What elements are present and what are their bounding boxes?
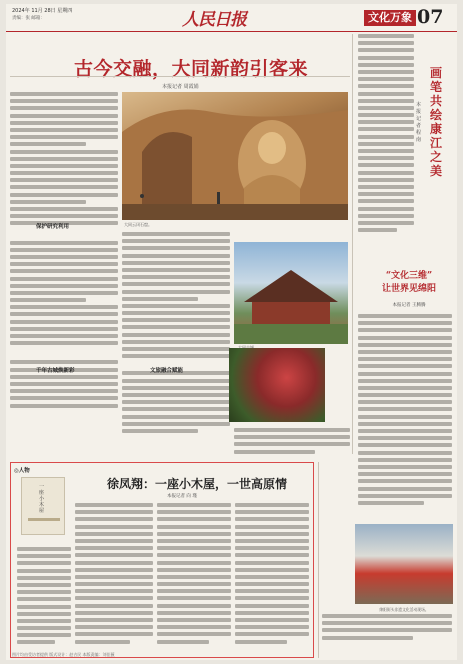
feature-text-col-4 [235, 503, 309, 653]
column-rule [318, 462, 319, 658]
column-author: 本报记者 程 南 [416, 102, 422, 143]
text-column-middle [122, 232, 230, 460]
yungang-grottoes-photo [122, 92, 348, 220]
feature-text-col-3 [157, 503, 231, 653]
main-headline: 古今交融，大同新韵引客来 [74, 58, 309, 80]
sidebar-title-line: “文化三维” [385, 271, 433, 281]
feature-byline: 本报记者 向 瑾 [167, 494, 197, 499]
subhead: 千年古城焕新彩 [36, 368, 75, 374]
issue-date: 2024年 11月 28日 星期四 [12, 8, 73, 14]
subhead: 文旅融合赋能 [150, 368, 184, 374]
page-footer: 图片均由受访者提供 版式设计：赵吉民 本版责编：刘佳薇 [12, 652, 115, 657]
text-column-left [10, 92, 118, 452]
sidebar-text-bottom [358, 314, 452, 520]
photo-caption: 大同云冈石窟。 [124, 222, 152, 227]
column-title: 画笔共绘康江之美 [430, 66, 443, 178]
main-byline: 本报记者 周霞娟 [162, 84, 199, 90]
masthead [6, 4, 457, 32]
subhead: 保护研究利用 [36, 224, 70, 230]
headline-rule [10, 76, 350, 77]
ancient-city-photo [234, 242, 348, 344]
plant-photo [229, 348, 325, 422]
sidebar-byline: 本报记者 王腾腾 [392, 303, 426, 308]
feature-title: 徐凤翔：一座小木屋，一世高原情 [107, 477, 288, 491]
newspaper-logo: 人民日报 [182, 10, 246, 30]
sidebar-text-top [358, 34, 414, 264]
editor-line: 责编：张 邮箱： [12, 16, 45, 21]
newspaper-page [6, 4, 457, 660]
sidebar-text-end [322, 614, 452, 648]
mianyang-street-photo [355, 524, 453, 604]
feature-text-col-2 [75, 503, 153, 653]
section-badge: 文化万象 [364, 10, 416, 26]
book-cover [21, 477, 65, 535]
feature-tag: ◎人物 [14, 468, 30, 474]
feature-text-col-1 [17, 547, 71, 653]
book-title: 一座小木屋 [39, 484, 45, 514]
feature-box [10, 462, 314, 658]
photo-caption: 绵阳街头非遗文化活动现场。 [379, 607, 429, 612]
column-rule [352, 34, 353, 454]
sidebar-title-line: 让世界见绵阳 [381, 284, 436, 294]
page-number: 07 [417, 6, 444, 28]
sidebar-article-title [368, 270, 450, 296]
text-column-right-small [234, 428, 350, 458]
